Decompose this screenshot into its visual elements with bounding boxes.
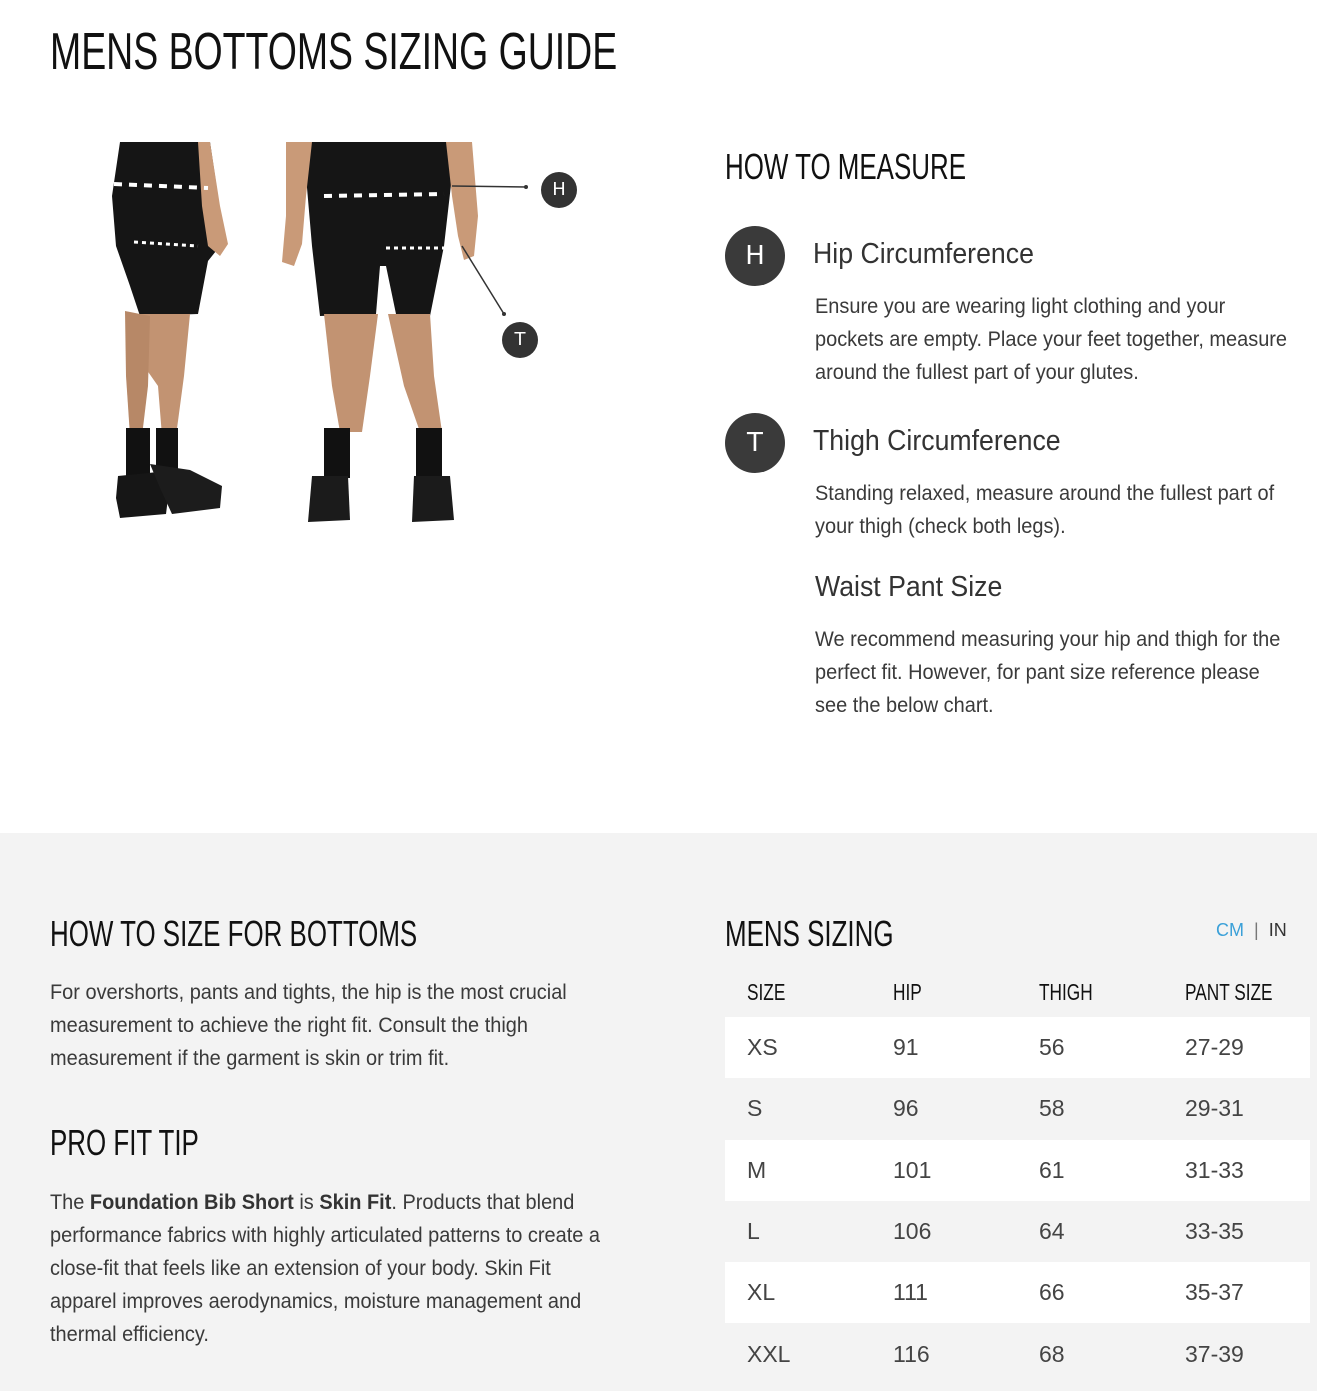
hip-cell: 96	[893, 1095, 919, 1122]
table-row	[725, 1201, 1310, 1262]
hip-circumference-title: Hip Circumference	[813, 238, 1034, 270]
pant-size-cell: 33-35	[1185, 1218, 1244, 1245]
size-cell: XXL	[747, 1340, 791, 1367]
how-to-size-heading: HOW TO SIZE FOR BOTTOMS	[50, 913, 418, 954]
hip-marker: H	[541, 172, 577, 208]
how-to-size-description: For overshorts, pants and tights, the hip is the most crucial measurement to achieve the right fit. Consult the thigh measurement if the garment is skin or trim fit.	[50, 981, 567, 1070]
table-row	[725, 1140, 1310, 1201]
table-row	[725, 1017, 1310, 1078]
size-cell: S	[747, 1095, 763, 1122]
table-row	[725, 1078, 1310, 1139]
column-header: SIZE	[747, 979, 786, 1005]
thigh-marker: T	[502, 322, 538, 358]
size-cell: XL	[725, 1262, 893, 1323]
hip-cell: 116	[893, 1340, 930, 1367]
hip-cell: 91	[893, 1017, 1039, 1078]
hip-cell: 101	[893, 1140, 1039, 1201]
how-to-measure-heading: HOW TO MEASURE	[725, 146, 966, 187]
hip-cell: 106	[893, 1218, 932, 1245]
thigh-cell: 66	[1039, 1262, 1185, 1323]
column-header: HIP	[893, 979, 922, 1005]
thigh-cell: 68	[1039, 1340, 1065, 1367]
side-view-figure	[112, 142, 228, 518]
waist-pant-size-title: Waist Pant Size	[815, 571, 1003, 603]
waist-pant-size-description: We recommend measuring your hip and thigh for the perfect fit. However, for pant size reference please see the below chart.	[815, 628, 1281, 717]
unit-toggle	[1216, 920, 1287, 941]
thigh-circumference-description: Standing relaxed, measure around the fullest part of your thigh (check both legs).	[815, 482, 1275, 538]
sizing-section	[0, 833, 1317, 1391]
pant-size-cell: 27-29	[1185, 1017, 1310, 1078]
column-header: THIGH	[1039, 979, 1093, 1005]
mens-sizing-table	[725, 973, 1310, 1385]
hip-badge: H	[725, 226, 785, 286]
page-title: MENS BOTTOMS SIZING GUIDE	[50, 23, 618, 81]
size-cell: M	[725, 1140, 893, 1201]
pant-size-cell: 29-31	[1185, 1095, 1244, 1122]
thigh-cell: 64	[1039, 1218, 1065, 1245]
table-row	[725, 1323, 1310, 1384]
unit-in-button[interactable]: IN	[1268, 920, 1287, 940]
thigh-cell: 61	[1039, 1140, 1185, 1201]
fit-type: Skin Fit	[319, 1191, 392, 1214]
measurement-figure	[80, 136, 600, 536]
table-row	[725, 1262, 1310, 1323]
unit-cm-button[interactable]: CM	[1216, 920, 1244, 940]
table-header-row	[725, 973, 1310, 1017]
product-name: Foundation Bib Short	[89, 1191, 294, 1214]
hip-circumference-description: Ensure you are wearing light clothing and your pockets are empty. Place your feet together, measure around the fullest part of your glutes.	[815, 295, 1288, 384]
pant-size-cell: 37-39	[1185, 1340, 1244, 1367]
pro-fit-tip-heading: PRO FIT TIP	[50, 1122, 199, 1163]
size-cell: L	[747, 1218, 760, 1245]
front-view-figure	[282, 142, 528, 522]
thigh-cell: 56	[1039, 1017, 1185, 1078]
hip-cell: 111	[893, 1262, 1039, 1323]
thigh-cell: 58	[1039, 1095, 1065, 1122]
mens-sizing-heading: MENS SIZING	[725, 913, 894, 954]
thigh-badge: T	[725, 413, 785, 473]
pant-size-cell: 35-37	[1185, 1262, 1310, 1323]
pro-fit-tip-description: The Foundation Bib Short is Skin Fit. Products that blend performance fabrics with highly articulated patterns to create a close-fit that feels like an extension of your body. Skin Fit apparel improves aerodynamics, moisture management and thermal efficiency.	[50, 1191, 601, 1346]
unit-separator: |	[1254, 920, 1259, 940]
thigh-circumference-title: Thigh Circumference	[813, 425, 1061, 457]
pant-size-cell: 31-33	[1185, 1140, 1310, 1201]
size-cell: XS	[725, 1017, 893, 1078]
column-header: PANT SIZE	[1185, 979, 1273, 1005]
